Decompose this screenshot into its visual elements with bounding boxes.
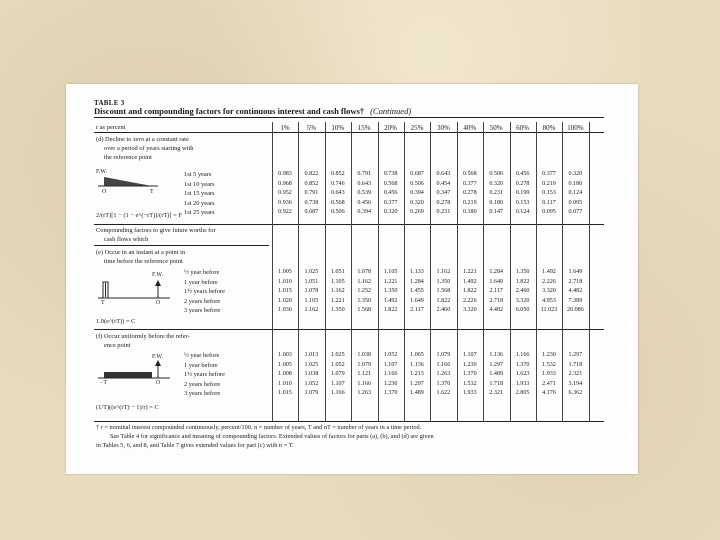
factor-cell: 6.050 bbox=[515, 307, 530, 314]
table-title-text: Discount and compounding factors for continuous interest and cash flows† bbox=[94, 106, 365, 116]
factor-cell: 4.176 bbox=[542, 390, 556, 397]
factor-cell: 1.078 bbox=[304, 288, 319, 295]
factor-cell: 0.394 bbox=[410, 190, 424, 197]
factor-cell: 1.252 bbox=[357, 288, 372, 295]
factor-cell: 1.230 bbox=[462, 361, 477, 368]
scanned-table-page bbox=[66, 84, 638, 474]
factor-cell: 1.166 bbox=[515, 352, 530, 358]
factor-cell: 2.718 bbox=[489, 297, 504, 304]
rule-bottom bbox=[94, 421, 604, 422]
factor-cell: 1.822 bbox=[383, 307, 398, 314]
factor-cell: 0.231 bbox=[436, 209, 451, 216]
compounding-heading-2: cash flows which bbox=[104, 236, 149, 243]
section-d-fw-label: F.W. bbox=[96, 169, 107, 175]
factor-cell: 6.362 bbox=[568, 390, 583, 397]
factor-cell: 2.718 bbox=[568, 278, 583, 285]
factor-cell: 1.492 bbox=[383, 297, 398, 304]
factor-cell: 0.643 bbox=[436, 171, 451, 177]
factor-cell: 1.370 bbox=[436, 380, 451, 387]
factor-cell: 1.284 bbox=[489, 269, 504, 275]
row-label: 1st 10 years bbox=[184, 180, 215, 188]
factor-cell: 1.623 bbox=[515, 371, 530, 378]
factor-cell: 11.023 bbox=[540, 307, 558, 314]
factor-cell: 1.221 bbox=[462, 269, 477, 275]
factor-cell: 2.117 bbox=[410, 307, 424, 314]
factor-cell: 0.320 bbox=[383, 209, 398, 216]
rate-header: 15% bbox=[357, 124, 371, 132]
factor-cell: 0.539 bbox=[357, 190, 372, 197]
factor-cell: 0.454 bbox=[436, 180, 451, 187]
factor-cell: 1.105 bbox=[330, 278, 345, 285]
factor-cell: 1.568 bbox=[357, 307, 372, 314]
factor-cell: 1.051 bbox=[304, 278, 319, 285]
factor-cell: 1.121 bbox=[357, 371, 372, 378]
factor-cell: 1.010 bbox=[278, 380, 292, 387]
factor-cell: 0.347 bbox=[436, 190, 451, 197]
footnote-line-2: See Table 4 for significance and meaning of compounding factors. Extended values of factors for parts (a), (b), and (d) are given bbox=[110, 433, 434, 440]
factor-cell: 1.105 bbox=[304, 297, 319, 304]
section-f-line-1: (f) Occur uniformly before the refer- bbox=[96, 333, 190, 340]
instant-flow-diagram bbox=[96, 272, 176, 310]
factor-cell: 0.952 bbox=[278, 190, 292, 197]
section-e-formula: 1.0(e^(rT)) = C bbox=[96, 318, 136, 325]
factor-cell: 1.020 bbox=[278, 297, 292, 304]
factor-cell: 0.506 bbox=[489, 171, 504, 177]
factor-cell: 0.643 bbox=[330, 190, 345, 197]
factor-cell: 1.107 bbox=[462, 352, 477, 358]
factor-cell: 0.377 bbox=[383, 199, 398, 206]
factor-cell: 3.320 bbox=[515, 297, 530, 304]
rate-header: 100% bbox=[567, 124, 584, 132]
factor-cell: 1.350 bbox=[330, 307, 345, 314]
rule-e-end bbox=[94, 329, 604, 330]
factor-cell: 1.065 bbox=[410, 352, 424, 358]
factor-cell: 1.230 bbox=[383, 380, 398, 387]
factor-cell: 0.687 bbox=[410, 171, 424, 177]
factor-cell: 1.822 bbox=[515, 278, 530, 285]
rate-header: 30% bbox=[436, 124, 450, 132]
factor-cell: 1.038 bbox=[357, 352, 372, 358]
factor-cell: 0.153 bbox=[515, 199, 530, 206]
factor-cell: 0.687 bbox=[304, 209, 319, 216]
factor-cell: 4.482 bbox=[489, 307, 504, 314]
factor-cell: 3.194 bbox=[568, 380, 583, 387]
factor-cell: 1.350 bbox=[436, 278, 451, 285]
uniform-flow-band bbox=[104, 372, 152, 378]
factor-cell: 1.297 bbox=[568, 352, 583, 358]
section-f-t-label: −T bbox=[100, 380, 108, 386]
factor-cell: 1.008 bbox=[278, 371, 292, 378]
factor-cell: 1.052 bbox=[330, 361, 345, 368]
factor-cell: 1.166 bbox=[357, 380, 372, 387]
factor-cell: 2.460 bbox=[515, 288, 530, 295]
rule-heading bbox=[94, 245, 269, 246]
section-e-origin-label: O bbox=[156, 300, 161, 306]
factor-cell: 0.738 bbox=[304, 199, 319, 206]
factor-cell: 1.933 bbox=[462, 390, 477, 397]
section-e-line-2: time before the reference point bbox=[104, 258, 183, 265]
factor-cell: 0.456 bbox=[515, 171, 530, 177]
factor-cell: 1.568 bbox=[436, 288, 451, 295]
factor-cell: 1.162 bbox=[304, 307, 319, 314]
future-arrow-head bbox=[155, 280, 161, 286]
factor-cell: 1.532 bbox=[462, 380, 477, 387]
rule-d-end bbox=[94, 224, 604, 225]
factor-cell: 1.822 bbox=[436, 297, 451, 304]
factor-cell: 0.180 bbox=[489, 199, 504, 206]
factor-cell: 0.922 bbox=[278, 209, 292, 216]
factor-cell: 1.013 bbox=[304, 352, 319, 358]
factor-cell: 1.079 bbox=[304, 390, 319, 397]
rule-header bbox=[94, 132, 604, 133]
section-d-line-3: the reference point bbox=[104, 154, 152, 161]
factor-cell: 1.162 bbox=[436, 269, 451, 275]
footnote-line-3: in Tables 5, 6, and 8, and Table 7 gives extended values for part (c) with n = T. bbox=[96, 442, 294, 449]
section-d-t-label: T bbox=[150, 189, 154, 195]
factor-cell: 1.221 bbox=[383, 278, 398, 285]
factor-cell: 1.025 bbox=[304, 361, 319, 368]
factor-cell: 1.213 bbox=[410, 371, 424, 378]
row-label: 1 year before bbox=[184, 278, 218, 286]
r-header: r as percent bbox=[96, 124, 126, 131]
rate-header: 1% bbox=[280, 124, 290, 132]
row-label: ½ year before bbox=[184, 269, 220, 276]
section-d-formula: 2/(rT)[1 − (1 − e^(−rT))/(rT)] = F bbox=[96, 212, 182, 219]
factor-cell: 1.025 bbox=[304, 269, 319, 275]
factor-cell: 0.506 bbox=[410, 180, 424, 187]
factor-cell: 1.350 bbox=[383, 288, 398, 295]
section-f-fw-label: F.W. bbox=[152, 354, 163, 360]
factor-cell: 0.936 bbox=[278, 199, 292, 206]
table-title bbox=[94, 106, 411, 116]
section-e-t-label: T bbox=[101, 300, 105, 306]
row-label: 1st 5 years bbox=[184, 171, 212, 178]
factor-cell: 0.124 bbox=[568, 190, 583, 197]
factor-cell: 1.370 bbox=[462, 371, 477, 378]
row-label: 1st 25 years bbox=[184, 209, 215, 217]
factor-cell: 1.079 bbox=[436, 352, 451, 358]
row-label: 1st 15 years bbox=[184, 190, 215, 198]
section-e-line-1: (e) Occur in an instant at a point in bbox=[96, 249, 186, 256]
factor-cell: 0.095 bbox=[542, 209, 556, 216]
factor-cell: 0.278 bbox=[436, 199, 451, 206]
factor-cell: 1.136 bbox=[410, 361, 424, 368]
factor-cell: 0.568 bbox=[330, 199, 345, 206]
rate-header: 10% bbox=[331, 124, 345, 132]
factor-cell: 0.269 bbox=[410, 209, 424, 216]
factor-cell: 1.078 bbox=[357, 269, 372, 275]
factor-cell: 0.506 bbox=[330, 209, 345, 216]
factor-cell: 1.079 bbox=[330, 371, 345, 378]
row-label: ½ year before bbox=[184, 352, 220, 359]
factor-cell: 1.025 bbox=[330, 352, 345, 358]
factor-cell: 1.649 bbox=[568, 269, 583, 275]
factor-cell: 1.230 bbox=[542, 352, 556, 358]
factor-cell: 1.370 bbox=[383, 390, 398, 397]
factor-cell: 1.489 bbox=[410, 390, 424, 397]
factor-cell: 0.568 bbox=[383, 180, 398, 187]
factor-cell: 1.649 bbox=[410, 297, 424, 304]
factor-cell: 0.968 bbox=[278, 180, 292, 187]
factor-cell: 0.117 bbox=[542, 199, 556, 206]
factor-cell: 0.320 bbox=[410, 199, 424, 206]
factor-cell: 4.482 bbox=[568, 288, 583, 295]
factor-cell: 0.377 bbox=[462, 180, 477, 187]
factor-cell: 1.133 bbox=[410, 269, 424, 275]
factor-cell: 0.219 bbox=[542, 180, 556, 187]
continued-label: (Continued) bbox=[370, 106, 412, 116]
factor-cell: 2.460 bbox=[436, 307, 451, 314]
row-label: 1 year before bbox=[184, 361, 218, 369]
factor-cell: 1.297 bbox=[489, 361, 504, 368]
future-arrow-head-f bbox=[155, 360, 161, 366]
section-d-origin-label: O bbox=[102, 189, 107, 195]
factor-cell: 0.180 bbox=[462, 209, 477, 216]
factor-cell: 7.389 bbox=[568, 297, 583, 304]
factor-cell: 0.983 bbox=[278, 171, 292, 177]
factor-cell: 2.321 bbox=[489, 390, 504, 397]
factor-cell: 0.077 bbox=[568, 209, 583, 216]
factor-cell: 2.117 bbox=[489, 288, 503, 295]
section-e-fw-label: F.W. bbox=[152, 272, 163, 278]
section-f-origin-label: O bbox=[156, 380, 161, 386]
rate-header: 40% bbox=[463, 124, 477, 132]
factor-cell: 0.738 bbox=[383, 171, 398, 177]
section-d-line-1: (d) Decline to zero at a constant rate bbox=[96, 136, 189, 143]
factor-cell: 0.320 bbox=[568, 171, 583, 177]
declining-flow-diagram bbox=[96, 169, 160, 199]
factor-cell: 0.278 bbox=[462, 190, 477, 197]
factor-cell: 1.933 bbox=[515, 380, 530, 387]
factor-cell: 3.320 bbox=[462, 307, 477, 314]
section-d-line-2: over a period of years starting with bbox=[104, 145, 194, 152]
factor-cell: 0.231 bbox=[489, 190, 504, 197]
rate-header: 60% bbox=[516, 124, 530, 132]
factor-cell: 1.136 bbox=[489, 352, 504, 358]
factor-cell: 1.166 bbox=[436, 361, 451, 368]
factor-cell: 1.284 bbox=[410, 278, 424, 285]
factor-cell: 1.263 bbox=[436, 371, 451, 378]
factor-cell: 2.321 bbox=[568, 371, 583, 378]
footnote-line-1: † r = nominal interest compounded continuously, percent/100. n = number of years, T and nT = number of years in a time period. bbox=[96, 424, 422, 431]
factor-cell: 1.051 bbox=[330, 269, 345, 275]
factor-cell: 0.394 bbox=[357, 209, 372, 216]
rate-header: 5% bbox=[306, 124, 317, 132]
factor-cell: 20.086 bbox=[567, 307, 584, 314]
factor-cell: 1.263 bbox=[357, 390, 372, 397]
factor-cell: 3.320 bbox=[542, 288, 556, 295]
rate-header: 50% bbox=[489, 124, 503, 132]
section-f-line-2: ence point bbox=[104, 342, 131, 349]
factor-cell: 1.350 bbox=[515, 269, 530, 275]
factor-cell: 0.278 bbox=[515, 180, 530, 187]
factor-cell: 0.219 bbox=[462, 199, 477, 206]
instant-flow-svg bbox=[96, 272, 176, 310]
factor-cell: 1.718 bbox=[568, 361, 583, 368]
factor-cell: 1.649 bbox=[489, 278, 504, 285]
factor-cell: 1.933 bbox=[542, 371, 556, 378]
factor-cell: 1.052 bbox=[383, 352, 398, 358]
rate-header: 80% bbox=[542, 124, 556, 132]
factor-cell: 1.005 bbox=[278, 361, 292, 368]
factor-cell: 1.622 bbox=[436, 390, 451, 397]
factor-cell: 0.568 bbox=[462, 171, 477, 177]
factor-cell: 1.052 bbox=[304, 380, 319, 387]
declining-wedge bbox=[104, 177, 152, 186]
factor-cell: 0.852 bbox=[330, 171, 345, 177]
factor-cell: 0.643 bbox=[357, 180, 372, 187]
factor-cell: 1.107 bbox=[330, 380, 345, 387]
factor-cell: 1.162 bbox=[330, 288, 345, 295]
factor-cell: 1.015 bbox=[278, 288, 292, 295]
factor-cell: 1.532 bbox=[542, 361, 556, 368]
factor-cell: 0.124 bbox=[515, 209, 530, 216]
uniform-flow-diagram bbox=[96, 354, 176, 390]
row-label: 1½ years before bbox=[184, 371, 225, 379]
factor-cell: 1.030 bbox=[278, 307, 292, 314]
factor-cell: 1.015 bbox=[278, 390, 292, 397]
factor-cell: 1.079 bbox=[357, 361, 372, 368]
factor-cell: 2.471 bbox=[542, 380, 556, 387]
factor-cell: 0.852 bbox=[304, 180, 319, 187]
factor-cell: 0.147 bbox=[489, 209, 504, 216]
factor-cell: 0.320 bbox=[489, 180, 504, 187]
factor-cell: 0.153 bbox=[542, 190, 556, 197]
section-f-formula: (1/T)((e^(rT) − 1)/r) = C bbox=[96, 404, 159, 411]
column-divider bbox=[589, 122, 590, 421]
rate-header: 25% bbox=[410, 124, 424, 132]
factor-cell: 0.199 bbox=[515, 190, 530, 197]
factor-cell: 2.226 bbox=[542, 278, 556, 285]
factor-cell: 1.166 bbox=[383, 371, 398, 378]
factor-cell: 1.105 bbox=[383, 269, 398, 275]
rate-header: 20% bbox=[384, 124, 398, 132]
factor-cell: 1.455 bbox=[410, 288, 424, 295]
rule-top bbox=[94, 117, 604, 118]
factor-cell: 0.791 bbox=[357, 171, 372, 177]
factor-cell: 1.492 bbox=[462, 278, 477, 285]
factor-cell: 1.822 bbox=[462, 288, 477, 295]
factor-cell: 1.010 bbox=[278, 278, 292, 285]
row-label: 3 years before bbox=[184, 390, 221, 398]
factor-cell: 0.095 bbox=[568, 199, 583, 206]
factor-cell: 0.377 bbox=[542, 171, 556, 177]
row-label: 3 years before bbox=[184, 307, 221, 315]
table-number: TABLE 3 bbox=[94, 99, 125, 107]
factor-cell: 2.805 bbox=[515, 390, 530, 397]
factor-cell: 2.226 bbox=[462, 297, 477, 304]
row-label: 1st 20 years bbox=[184, 199, 215, 207]
factor-cell: 1.350 bbox=[357, 297, 372, 304]
factor-cell: 4.953 bbox=[542, 297, 556, 304]
factor-cell: 1.297 bbox=[410, 380, 424, 387]
compounding-heading-1: Compounding factors to give future worths for bbox=[96, 227, 216, 234]
row-label: 2 years before bbox=[184, 380, 221, 388]
factor-cell: 1.107 bbox=[383, 361, 398, 368]
factor-cell: 1.003 bbox=[278, 352, 292, 358]
factor-cell: 1.162 bbox=[357, 278, 372, 285]
factor-cell: 1.492 bbox=[542, 269, 556, 275]
factor-cell: 1.489 bbox=[489, 371, 504, 378]
factor-cell: 1.718 bbox=[489, 380, 504, 387]
factor-cell: 1.166 bbox=[330, 390, 345, 397]
factor-cell: 1.221 bbox=[330, 297, 345, 304]
factor-cell: 1.005 bbox=[278, 269, 292, 275]
factor-cell: 1.370 bbox=[515, 361, 530, 368]
factor-cell: 0.456 bbox=[383, 190, 398, 197]
uniform-flow-svg bbox=[96, 354, 176, 390]
factor-cell: 1.038 bbox=[304, 371, 319, 378]
row-label: 2 years before bbox=[184, 297, 221, 305]
factor-cell: 0.456 bbox=[357, 199, 372, 206]
row-label: 1½ years before bbox=[184, 288, 225, 296]
factor-cell: 0.180 bbox=[568, 180, 583, 187]
factor-cell: 0.822 bbox=[304, 171, 319, 177]
factor-cell: 0.746 bbox=[330, 180, 345, 187]
factor-cell: 0.791 bbox=[304, 190, 319, 197]
